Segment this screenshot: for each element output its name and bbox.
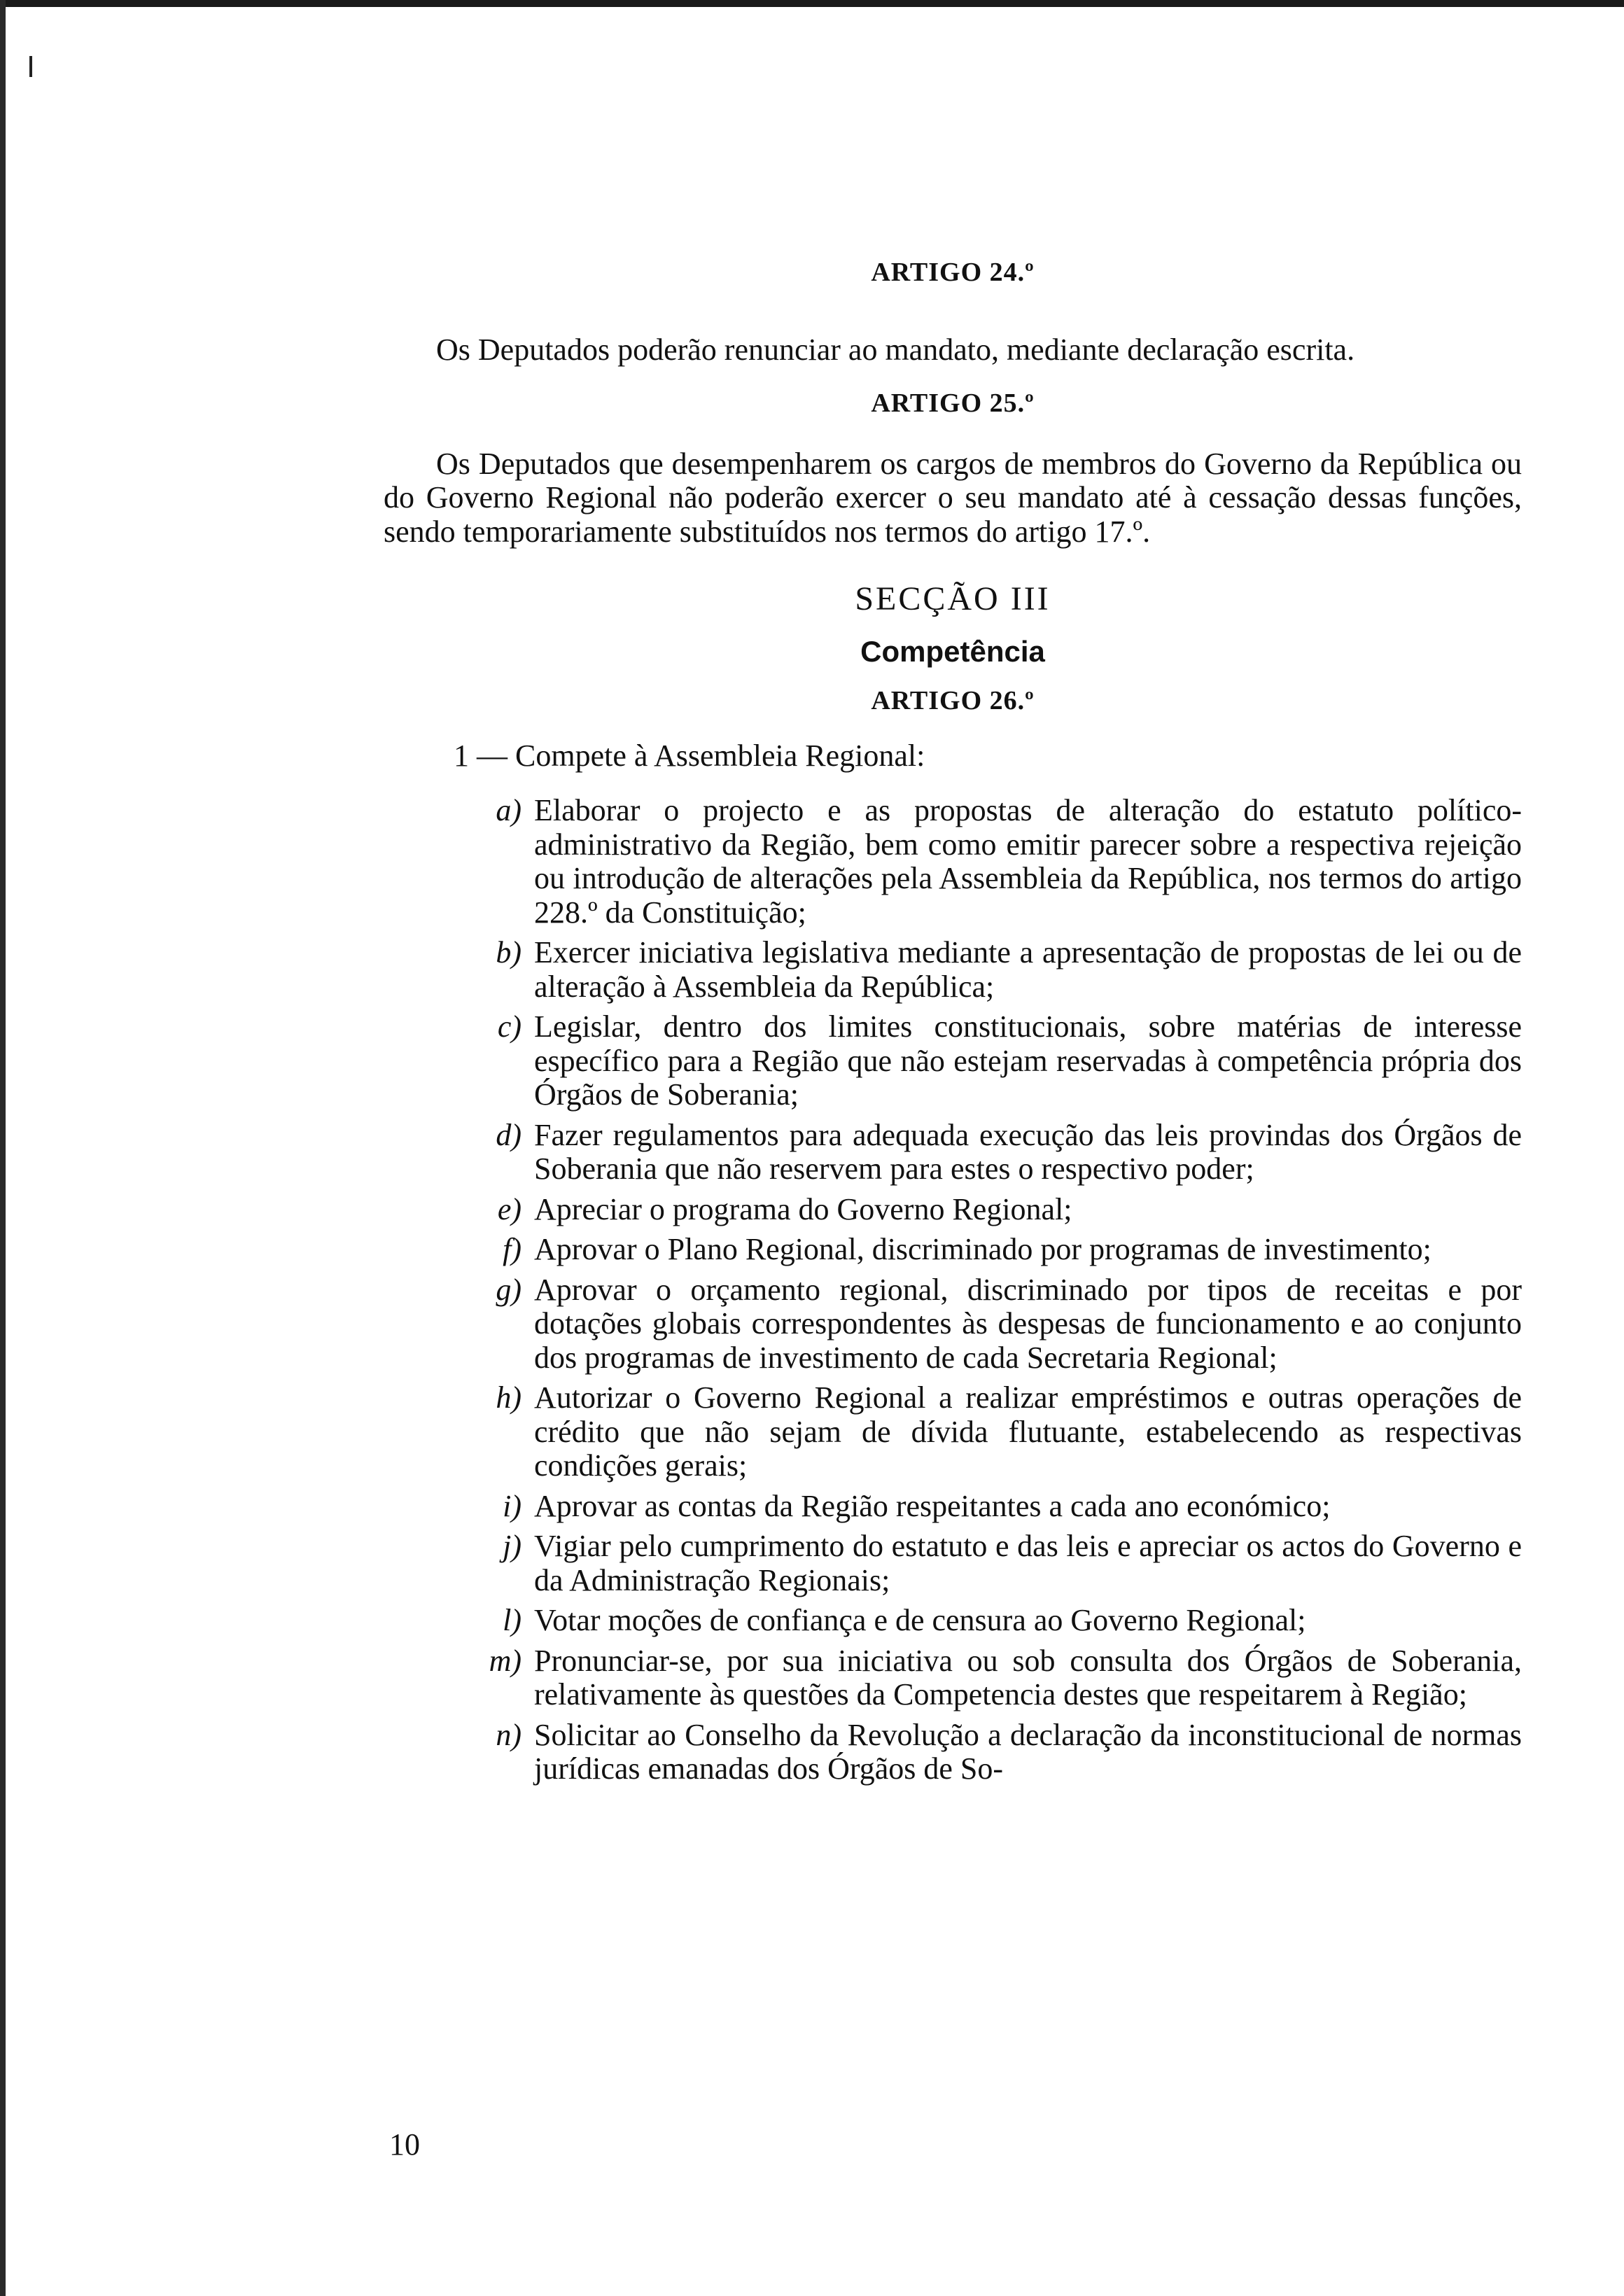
article-25-title: ARTIGO 25.º — [871, 388, 1035, 418]
item-text: Aprovar o Plano Regional, discriminado por programas de investimento; — [534, 1232, 1432, 1266]
section-heading: SECÇÃO III — [855, 580, 1051, 617]
item-label: g) — [496, 1272, 522, 1307]
list-item — [489, 1643, 1522, 1712]
item-label: m) — [489, 1643, 522, 1678]
item-text: Autorizar o Governo Regional a realizar empréstimos e outras operações de crédito que não sejam de dívida flutuante, estabelecendo as respectivas condições gerais; — [534, 1380, 1522, 1483]
article-26-title: ARTIGO 26.º — [871, 686, 1035, 715]
list-item — [503, 1603, 1522, 1638]
item-text: Pronunciar-se, por sua iniciativa ou sob consulta dos Órgãos de Soberania, relativamente às questões da Competencia destes que respeitarem à Região; — [534, 1643, 1522, 1712]
item-text: Fazer regulamentos para adequada execução das leis provindas dos Órgãos de Soberania que não reservem para estes o respectivo poder; — [534, 1117, 1522, 1186]
list-item — [503, 1529, 1522, 1597]
item-text: Elaborar o projecto e as propostas de alteração do estatuto político-administrativo da Região, bem como emitir parecer sobre a respectiva rejeição ou introdução de alterações pela Assembleia da República, nos termos do artigo 228.º da Constituição; — [534, 793, 1522, 930]
item-label: b) — [496, 935, 522, 969]
article-24-title: ARTIGO 24.º — [871, 258, 1035, 287]
scan-left-border — [0, 0, 6, 2296]
item-label: h) — [496, 1380, 522, 1415]
item-label: j) — [503, 1529, 522, 1563]
item-text: Aprovar as contas da Região respeitantes a cada ano económico; — [534, 1488, 1331, 1523]
item-text: Solicitar ao Conselho da Revolução a declaração da inconstitucional de normas jurídicas emanadas dos Órgãos de So- — [534, 1717, 1522, 1786]
item-label: n) — [496, 1717, 522, 1752]
list-item — [496, 1117, 1522, 1186]
page-content — [384, 255, 1522, 1793]
item-text: Votar moções de confiança e de censura ao Governo Regional; — [534, 1603, 1306, 1637]
list-item — [496, 935, 1522, 1004]
article-25-text: Os Deputados que desempenharem os cargos de membros do Governo da República ou do Governo Regional não poderão exercer o seu mandato até à cessação dessas funções, sendo temporariamente substituídos nos termos do artigo 17.º. — [384, 446, 1522, 549]
scan-mark — [29, 56, 32, 77]
item-text: Aprovar o orçamento regional, discriminado por tipos de receitas e por dotações globais correspondentes às despesas de funcionamento e ao conjunto dos programas de investimento de cada Secretaria Regional; — [534, 1272, 1522, 1375]
article-24-text: Os Deputados poderão renunciar ao mandato, mediante declaração escrita. — [436, 332, 1355, 367]
item-label: f) — [503, 1232, 522, 1266]
article-26-items — [384, 794, 1522, 1786]
list-item — [497, 1009, 1522, 1112]
article-26-lead: 1 — Compete à Assembleia Regional: — [454, 738, 925, 773]
list-item — [503, 1488, 1522, 1524]
list-item — [496, 793, 1522, 930]
item-text: Apreciar o programa do Governo Regional; — [534, 1191, 1072, 1226]
list-item — [497, 1191, 1522, 1227]
item-label: l) — [503, 1603, 522, 1637]
page-number: 10 — [389, 2127, 420, 2162]
list-item — [496, 1380, 1522, 1483]
scan-top-border — [0, 0, 1624, 7]
item-text: Vigiar pelo cumprimento do estatuto e das leis e apreciar os actos do Governo e da Administração Regionais; — [534, 1529, 1522, 1597]
item-text: Legislar, dentro dos limites constitucionais, sobre matérias de interesse específico para a Região que não estejam reservadas à competência própria dos Órgãos de Soberania; — [534, 1009, 1522, 1112]
item-label: a) — [496, 793, 522, 827]
item-text: Exercer iniciativa legislativa mediante a apresentação de propostas de lei ou de alteração à Assembleia da República; — [534, 935, 1522, 1004]
list-item — [496, 1717, 1522, 1786]
section-title: Competência — [860, 634, 1045, 668]
item-label: c) — [497, 1009, 522, 1044]
item-label: e) — [497, 1191, 522, 1226]
item-label: d) — [496, 1117, 522, 1152]
item-label: i) — [503, 1488, 522, 1523]
list-item — [503, 1232, 1522, 1267]
list-item — [496, 1272, 1522, 1376]
